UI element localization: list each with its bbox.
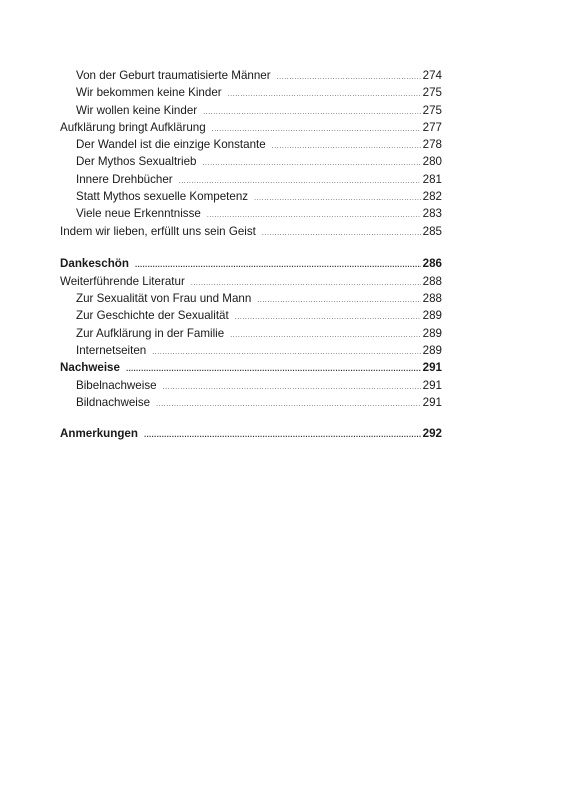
toc-entry <box>60 290 442 307</box>
dot-leader <box>272 138 421 155</box>
toc-entry-title: Wir bekommen keine Kinder <box>76 86 222 100</box>
toc-entry-title: Nachweise <box>60 361 120 375</box>
toc-entry-page: 291 <box>422 395 442 409</box>
toc-entry-page: 278 <box>422 138 442 152</box>
toc-entry-page: 281 <box>422 172 442 186</box>
toc-entry <box>60 205 442 222</box>
toc-entry-title: Zur Aufklärung in der Familie <box>76 326 225 340</box>
toc-entry-page: 291 <box>422 361 442 375</box>
toc-entry-page: 277 <box>422 120 442 134</box>
toc-entry-page: 288 <box>422 292 442 306</box>
dot-leader <box>126 360 421 377</box>
toc-entry <box>60 325 442 342</box>
toc-entry <box>60 307 442 324</box>
toc-entry <box>60 153 442 170</box>
toc-entry <box>60 342 442 359</box>
toc-entry-page: 282 <box>422 190 442 204</box>
dot-leader <box>156 396 421 413</box>
toc-entry <box>60 136 442 153</box>
toc-entry-title: Von der Geburt traumatisierte Männer <box>76 69 271 82</box>
dot-leader <box>152 344 420 361</box>
toc-entry-title: Innere Drehbücher <box>76 172 173 186</box>
toc-entry-page: 289 <box>422 326 442 340</box>
toc-entry <box>60 84 442 101</box>
toc-entry-page: 289 <box>422 343 442 357</box>
table-of-contents <box>60 67 442 442</box>
dot-leader <box>235 309 421 326</box>
toc-entry-page: 275 <box>422 86 442 100</box>
toc-entry-page: 285 <box>422 224 442 238</box>
toc-entry-title: Zur Sexualität von Frau und Mann <box>76 292 252 306</box>
dot-leader <box>203 155 421 172</box>
toc-entry-title: Bildnachweise <box>76 395 151 409</box>
toc-entry <box>60 223 442 240</box>
toc-entry <box>60 359 442 376</box>
toc-entry-page: 289 <box>422 309 442 323</box>
toc-entry-title: Der Wandel ist die einzige Konstante <box>76 138 266 152</box>
toc-entry-title: Internetseiten <box>76 343 147 357</box>
toc-entry-title: Viele neue Erkenntnisse <box>76 207 201 221</box>
toc-entry <box>60 67 442 84</box>
dot-leader <box>277 69 421 86</box>
dot-leader <box>262 225 421 242</box>
toc-entry <box>60 171 442 188</box>
toc-entry <box>60 273 442 290</box>
toc-entry-page: 275 <box>422 103 442 117</box>
dot-leader <box>254 190 421 207</box>
dot-leader <box>257 292 420 309</box>
toc-entry-page: 283 <box>422 207 442 221</box>
toc-entry <box>60 394 442 411</box>
toc-entry-page: 274 <box>422 69 442 82</box>
toc-entry-title: Dankeschön <box>60 257 129 271</box>
dot-leader <box>228 86 421 103</box>
toc-entry-title: Bibelnachweise <box>76 378 157 392</box>
section-spacer <box>60 240 442 256</box>
toc-entry <box>60 425 442 442</box>
dot-leader <box>135 256 421 273</box>
section-spacer <box>60 411 442 425</box>
toc-entry-title: Zur Geschichte der Sexualität <box>76 309 229 323</box>
toc-entry-title: Indem wir lieben, erfüllt uns sein Geist <box>60 224 256 238</box>
toc-entry <box>60 102 442 119</box>
dot-leader <box>144 426 421 443</box>
toc-entry-title: Weiterführende Literatur <box>60 274 185 288</box>
toc-entry-title: Anmerkungen <box>60 427 138 441</box>
toc-entry-page: 286 <box>422 257 442 271</box>
toc-entry-page: 280 <box>422 155 442 169</box>
toc-entry <box>60 255 442 272</box>
dot-leader <box>230 327 420 344</box>
toc-entry-page: 292 <box>422 427 442 441</box>
toc-entry-title: Der Mythos Sexualtrieb <box>76 155 197 169</box>
toc-entry-title: Statt Mythos sexuelle Kompetenz <box>76 190 249 204</box>
toc-entry-title: Aufklärung bringt Aufklärung <box>60 120 206 134</box>
dot-leader <box>163 379 421 396</box>
toc-entry-title: Wir wollen keine Kinder <box>76 103 198 117</box>
toc-entry <box>60 188 442 205</box>
toc-entry-page: 288 <box>422 274 442 288</box>
toc-entry-page: 291 <box>422 378 442 392</box>
toc-entry <box>60 377 442 394</box>
dot-leader <box>203 104 421 121</box>
toc-entry <box>60 119 442 136</box>
